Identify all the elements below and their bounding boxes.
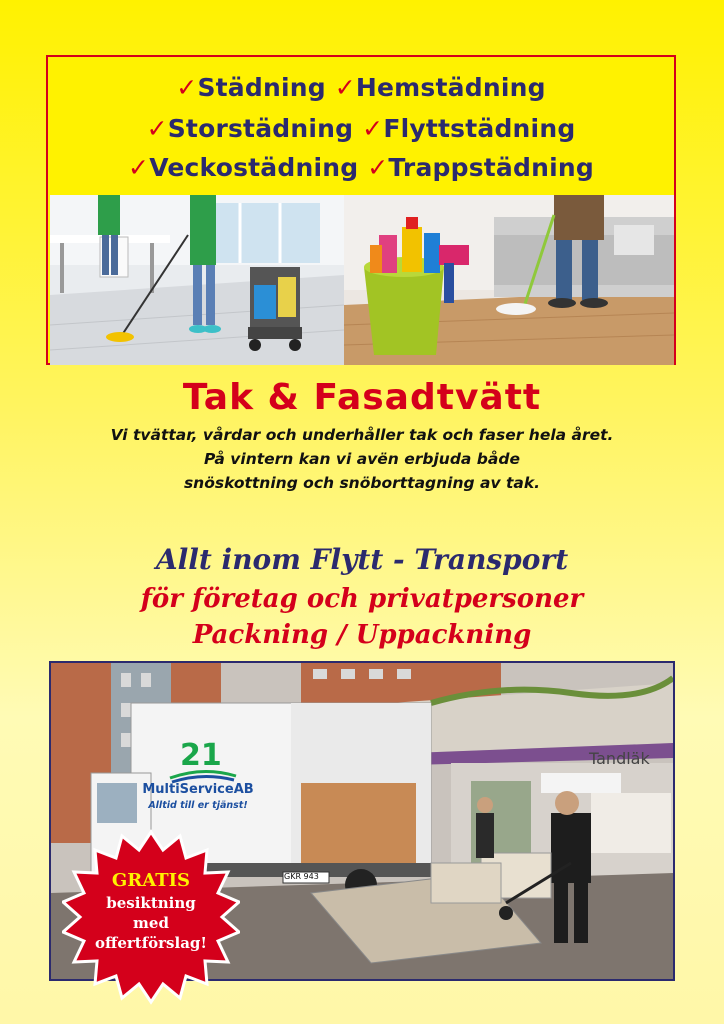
- office-cleaning-photo: [50, 195, 344, 365]
- service-item: Städning: [197, 73, 326, 102]
- badge-med: med: [133, 914, 169, 932]
- services-box: [46, 55, 676, 365]
- badge-gratis: GRATIS: [111, 870, 191, 891]
- moving-packing: Packning / Uppackning: [192, 620, 532, 650]
- service-item: Veckostädning: [149, 153, 359, 182]
- service-item: Trappstädning: [388, 153, 594, 182]
- facade-line-2: På vintern kan vi avën erbjuda både: [204, 450, 520, 468]
- check-icon: ✓: [146, 114, 168, 143]
- logo-number: 21: [180, 738, 222, 773]
- check-icon: ✓: [367, 153, 389, 182]
- check-icon: ✓: [176, 73, 198, 102]
- service-item: Hemstädning: [355, 73, 546, 102]
- service-item: Storstädning: [167, 114, 354, 143]
- badge-besiktning: besiktning: [106, 894, 196, 912]
- moving-subtitle: för företag och privatpersoner: [140, 584, 584, 614]
- facade-line-1: Vi tvättar, vårdar och underhåller tak och faser hela året.: [110, 426, 614, 444]
- license-plate: GKR 943: [284, 872, 319, 881]
- check-icon: ✓: [362, 114, 384, 143]
- check-icon: ✓: [334, 73, 356, 102]
- gratis-badge: [62, 828, 240, 1006]
- badge-offertforslag: offertförslag!: [95, 934, 207, 952]
- service-row-3: [48, 153, 674, 182]
- service-row-2: [48, 114, 674, 143]
- logo-tagline: Alltid till er tjänst!: [148, 800, 248, 811]
- shop-sign: Tandläk: [589, 749, 650, 768]
- service-item: Flyttstädning: [383, 114, 576, 143]
- logo-name: MultiServiceAB: [142, 782, 254, 797]
- bucket-mop-photo: [344, 195, 674, 365]
- cleaning-photos: [48, 195, 674, 365]
- check-icon: ✓: [128, 153, 150, 182]
- facade-line-3: snöskottning och snöborttagning av tak.: [183, 474, 541, 492]
- service-row-1: [48, 73, 674, 102]
- moving-title: Allt inom Flytt - Transport: [155, 543, 569, 576]
- company-logo: [118, 738, 278, 822]
- facade-title: Tak & Fasadtvätt: [182, 377, 542, 418]
